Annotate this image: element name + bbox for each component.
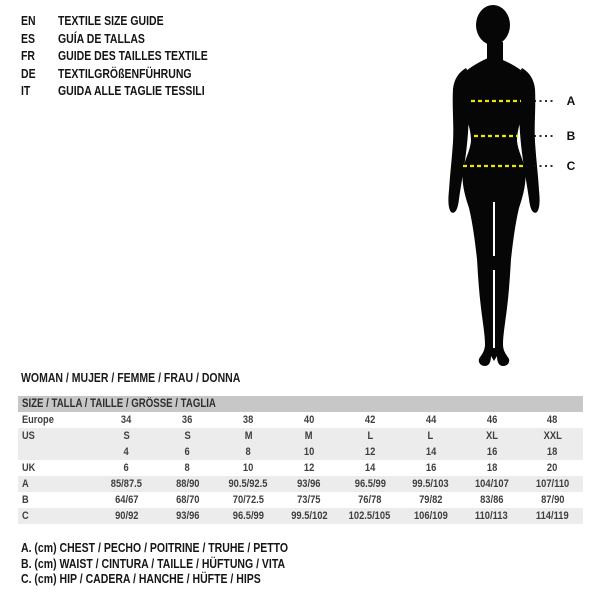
table-cell-value: 68/70 bbox=[175, 494, 200, 506]
marker-label-waist: B bbox=[566, 129, 576, 143]
legend-line: B. (cm) WAIST / CINTURA / TAILLE / HÜFTUNG / VITA bbox=[21, 556, 286, 571]
table-cell-value: 6 bbox=[123, 462, 130, 474]
language-row bbox=[21, 83, 361, 101]
table-cell bbox=[400, 476, 461, 492]
table-cell bbox=[522, 476, 583, 492]
language-row bbox=[21, 31, 361, 49]
table-cell-value: 88/90 bbox=[175, 478, 200, 490]
table-cell bbox=[157, 508, 218, 524]
table-row-label bbox=[18, 444, 96, 460]
table-cell bbox=[279, 508, 340, 524]
table-cell-value: 110/113 bbox=[475, 510, 509, 522]
language-code: EN bbox=[21, 14, 36, 28]
woman-silhouette-figure bbox=[448, 2, 558, 368]
table-cell-value: 114/119 bbox=[536, 510, 569, 522]
size-table-header-text: SIZE / TALLA / TAILLE / GRÖSSE / TAGLIA bbox=[22, 398, 216, 410]
table-cell bbox=[461, 412, 522, 428]
table-cell bbox=[218, 460, 279, 476]
marker-label-hip: C bbox=[566, 159, 576, 173]
table-cell-value: 106/109 bbox=[413, 510, 448, 522]
table-cell bbox=[218, 508, 279, 524]
table-cell-value: L bbox=[427, 430, 434, 442]
table-cell bbox=[218, 444, 279, 460]
table-cell bbox=[96, 428, 157, 444]
table-cell bbox=[340, 476, 401, 492]
language-code: DE bbox=[21, 66, 36, 81]
table-cell bbox=[400, 412, 461, 428]
section-title-text: WOMAN / MUJER / FEMME / FRAU / DONNA bbox=[21, 371, 241, 385]
legend-line: A. (cm) CHEST / PECHO / POITRINE / TRUHE / PETTO bbox=[21, 541, 289, 555]
table-cell bbox=[96, 444, 157, 460]
table-cell bbox=[157, 444, 218, 460]
table-cell-value: 36 bbox=[182, 414, 193, 426]
table-cell-value: L bbox=[367, 430, 373, 442]
table-cell bbox=[279, 476, 340, 492]
table-cell bbox=[157, 412, 218, 428]
table-row-label: B bbox=[22, 494, 29, 506]
table-cell bbox=[522, 492, 583, 508]
table-row-label: UK bbox=[22, 462, 36, 474]
table-cell-value: 73/75 bbox=[297, 494, 321, 506]
table-cell-value: 12 bbox=[303, 462, 315, 474]
table-cell bbox=[340, 428, 401, 444]
table-cell-value: 34 bbox=[121, 414, 132, 426]
table-row bbox=[18, 476, 583, 492]
table-cell bbox=[461, 460, 522, 476]
language-code: FR bbox=[21, 49, 36, 64]
table-cell-value: 14 bbox=[364, 462, 376, 474]
language-row bbox=[21, 48, 361, 66]
table-cell-value: 85/87.5 bbox=[110, 478, 143, 490]
table-cell-value: 6 bbox=[184, 446, 190, 458]
table-cell bbox=[400, 444, 461, 460]
table-cell bbox=[279, 412, 340, 428]
table-cell-value: 107/110 bbox=[535, 478, 570, 490]
table-cell bbox=[461, 508, 522, 524]
table-row bbox=[18, 428, 583, 444]
table-cell bbox=[400, 492, 461, 508]
table-cell-value: 4 bbox=[123, 446, 130, 458]
size-table-body bbox=[18, 412, 583, 524]
language-row bbox=[21, 13, 361, 31]
table-cell-value: 48 bbox=[547, 414, 558, 426]
table-cell bbox=[96, 492, 157, 508]
table-row-label: C bbox=[22, 510, 29, 522]
table-cell-value: 87/90 bbox=[540, 494, 565, 506]
table-cell bbox=[400, 460, 461, 476]
table-cell-value: 102.5/105 bbox=[349, 510, 391, 522]
table-cell-value: 14 bbox=[425, 446, 437, 458]
table-cell bbox=[522, 444, 583, 460]
table-row-label: A bbox=[22, 478, 29, 490]
language-code: IT bbox=[21, 84, 31, 99]
table-cell-value: 16 bbox=[486, 446, 497, 458]
measurement-legend bbox=[21, 541, 339, 588]
table-cell-value: 99.5/102 bbox=[290, 510, 328, 522]
table-cell-value: 42 bbox=[364, 414, 376, 426]
table-cell bbox=[279, 460, 340, 476]
table-row bbox=[18, 460, 583, 476]
table-cell-value: S bbox=[123, 430, 130, 442]
marker-label-chest: A bbox=[566, 94, 576, 108]
table-cell bbox=[279, 428, 340, 444]
table-cell-value: 96.5/99 bbox=[354, 478, 386, 490]
table-cell bbox=[522, 508, 583, 524]
table-cell bbox=[400, 428, 461, 444]
table-cell-value: 20 bbox=[547, 462, 558, 474]
table-cell bbox=[96, 508, 157, 524]
table-row bbox=[18, 412, 583, 428]
table-cell-value: 40 bbox=[303, 414, 315, 426]
language-title-list bbox=[21, 13, 361, 101]
table-cell-value: XXL bbox=[543, 430, 562, 442]
table-cell-value: 16 bbox=[425, 462, 437, 474]
table-cell bbox=[522, 412, 583, 428]
table-cell bbox=[218, 476, 279, 492]
table-cell bbox=[279, 444, 340, 460]
table-cell-value: XL bbox=[485, 430, 498, 442]
table-cell bbox=[218, 428, 279, 444]
table-row bbox=[18, 492, 583, 508]
table-cell bbox=[218, 412, 279, 428]
table-cell-value: 44 bbox=[425, 414, 437, 426]
table-cell-value: 10 bbox=[242, 462, 254, 474]
table-cell bbox=[340, 492, 401, 508]
table-cell bbox=[279, 492, 340, 508]
table-cell-value: M bbox=[244, 430, 253, 442]
table-cell bbox=[96, 460, 157, 476]
table-cell-value: 93/96 bbox=[297, 478, 321, 490]
table-cell-value: 90.5/92.5 bbox=[228, 478, 268, 490]
table-cell-value: 18 bbox=[547, 446, 558, 458]
language-title: GUIDA ALLE TAGLIE TESSILI bbox=[58, 84, 205, 99]
table-cell bbox=[522, 428, 583, 444]
table-cell-value: 76/78 bbox=[358, 494, 382, 506]
table-row bbox=[18, 508, 583, 524]
table-cell bbox=[461, 444, 522, 460]
table-cell bbox=[340, 412, 401, 428]
table-cell bbox=[461, 476, 522, 492]
size-table-header bbox=[18, 396, 583, 412]
table-cell-value: 18 bbox=[486, 462, 497, 474]
table-cell-value: 83/86 bbox=[479, 494, 504, 506]
table-cell-value: 10 bbox=[303, 446, 315, 458]
table-cell-value: 46 bbox=[486, 414, 497, 426]
table-cell-value: 70/72.5 bbox=[232, 494, 264, 506]
legend-line: C. (cm) HIP / CADERA / HANCHE / HÜFTE / HIPS bbox=[21, 572, 261, 587]
table-row-label: US bbox=[22, 430, 35, 442]
table-cell bbox=[157, 460, 218, 476]
table-cell-value: S bbox=[184, 430, 191, 442]
table-cell-value: 90/92 bbox=[114, 510, 139, 522]
language-title: GUÍA DE TALLAS bbox=[58, 31, 145, 46]
table-cell bbox=[461, 492, 522, 508]
table-cell-value: M bbox=[305, 430, 313, 442]
table-cell bbox=[96, 476, 157, 492]
table-cell bbox=[340, 460, 401, 476]
table-cell-value: 93/96 bbox=[175, 510, 200, 522]
table-cell-value: 38 bbox=[242, 414, 254, 426]
table-cell bbox=[400, 508, 461, 524]
language-code: ES bbox=[21, 31, 36, 46]
table-cell bbox=[340, 444, 401, 460]
table-cell bbox=[522, 460, 583, 476]
table-row bbox=[18, 444, 583, 460]
silhouette-head bbox=[476, 5, 510, 45]
table-cell-value: 99.5/103 bbox=[412, 478, 450, 490]
table-cell bbox=[340, 508, 401, 524]
table-cell bbox=[218, 492, 279, 508]
table-cell bbox=[157, 492, 218, 508]
table-cell-value: 64/67 bbox=[114, 494, 139, 506]
table-cell-value: 96.5/99 bbox=[232, 510, 264, 522]
language-row bbox=[21, 66, 361, 84]
table-cell bbox=[157, 476, 218, 492]
language-title: GUIDE DES TAILLES TEXTILE bbox=[58, 49, 208, 64]
table-cell-value: 12 bbox=[364, 446, 376, 458]
language-title: TEXTILE SIZE GUIDE bbox=[58, 14, 164, 28]
table-cell bbox=[96, 412, 157, 428]
size-table bbox=[18, 396, 583, 524]
table-cell bbox=[461, 428, 522, 444]
table-cell-value: 79/82 bbox=[419, 494, 443, 506]
table-cell-value: 8 bbox=[184, 462, 190, 474]
table-cell bbox=[157, 428, 218, 444]
table-row-label: Europe bbox=[22, 414, 54, 426]
language-title: TEXTILGRÖßENFÜHRUNG bbox=[58, 66, 192, 81]
table-cell-value: 8 bbox=[245, 446, 251, 458]
table-cell-value: 104/107 bbox=[474, 478, 509, 490]
section-title bbox=[21, 371, 282, 385]
